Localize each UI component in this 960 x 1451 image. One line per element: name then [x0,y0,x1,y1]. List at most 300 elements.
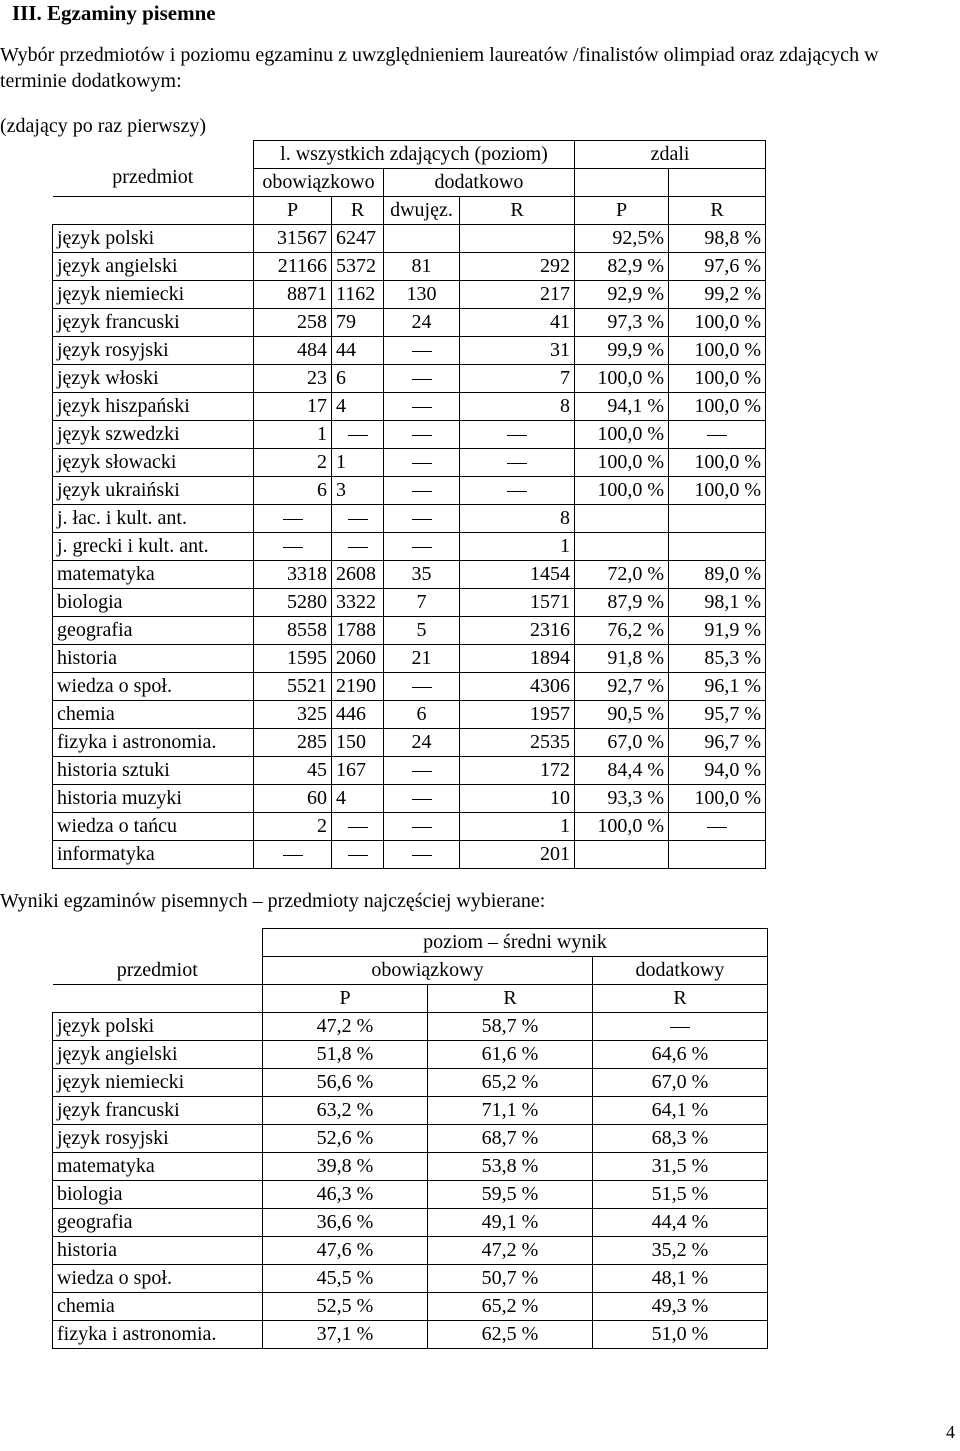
passed-r: 100,0 % [669,449,766,477]
passed-r: 100,0 % [669,393,766,421]
passed-p: 90,5 % [575,701,669,729]
table-row [53,645,766,673]
dash-mark [283,519,303,520]
header-r: R [428,985,593,1013]
dash-mark [412,379,432,380]
subject-name: historia [53,1237,263,1265]
count-dwujez [384,673,460,701]
count-p: 45 [254,757,332,785]
average-r: 47,2 % [428,1237,593,1265]
subject-name: j. grecki i kult. ant. [53,533,254,561]
passed-p: 92,9 % [575,281,669,309]
table-row [53,337,766,365]
count-r: 6 [332,365,384,393]
subject-name: historia sztuki [53,757,254,785]
count-dwujez: 81 [384,253,460,281]
count-additional-r: 2535 [460,729,575,757]
count-r: 167 [332,757,384,785]
header-przedmiot: przedmiot [53,929,263,985]
dash-mark [412,491,432,492]
dash-mark [412,435,432,436]
count-r: 1 [332,449,384,477]
header-all-candidates: l. wszystkich zdających (poziom) [254,141,575,169]
dash-mark [412,771,432,772]
table-row [53,309,766,337]
count-p: 484 [254,337,332,365]
count-p: 60 [254,785,332,813]
count-dwujez [384,533,460,561]
table-row [53,1265,768,1293]
passed-p: 100,0 % [575,449,669,477]
header-empty [669,169,766,197]
count-r: 6247 [332,225,384,253]
header-r-additional: R [593,985,768,1013]
table-row [53,225,766,253]
passed-p: 100,0 % [575,365,669,393]
passed-r: 98,8 % [669,225,766,253]
table-row [53,1181,768,1209]
dash-mark [348,547,368,548]
count-p: 2 [254,449,332,477]
count-r: 2060 [332,645,384,673]
dash-mark [507,491,527,492]
subject-name: język ukraiński [53,477,254,505]
count-r [332,841,384,869]
average-r: 59,5 % [428,1181,593,1209]
table-row [53,1125,768,1153]
table-row [53,701,766,729]
subject-name: język rosyjski [53,337,254,365]
header-empty [53,197,254,225]
passed-r: 97,6 % [669,253,766,281]
count-dwujez [384,337,460,365]
count-p: 258 [254,309,332,337]
count-additional-r: 7 [460,365,575,393]
average-r: 65,2 % [428,1293,593,1321]
header-r-additional: R [460,197,575,225]
count-r: 2608 [332,561,384,589]
count-dwujez [384,505,460,533]
table-row [53,561,766,589]
average-p: 47,6 % [263,1237,428,1265]
passed-r [669,505,766,533]
average-additional-r: 35,2 % [593,1237,768,1265]
table-row [53,281,766,309]
dash-mark [707,827,727,828]
subject-name: historia muzyki [53,785,254,813]
count-p: 3318 [254,561,332,589]
passed-p: 100,0 % [575,813,669,841]
passed-p [575,533,669,561]
passed-p: 82,9 % [575,253,669,281]
average-p: 51,8 % [263,1041,428,1069]
count-dwujez: 130 [384,281,460,309]
average-r: 71,1 % [428,1097,593,1125]
count-p: 23 [254,365,332,393]
table-row [53,449,766,477]
subject-name: chemia [53,1293,263,1321]
count-additional-r: 31 [460,337,575,365]
subject-name: fizyka i astronomia. [53,729,254,757]
count-dwujez: 24 [384,309,460,337]
count-p: 21166 [254,253,332,281]
table-row [53,421,766,449]
passed-p: 87,9 % [575,589,669,617]
average-additional-r [593,1013,768,1041]
table-row [53,533,766,561]
passed-p: 92,7 % [575,673,669,701]
table-row [53,589,766,617]
subject-name: język szwedzki [53,421,254,449]
header-p: P [254,197,332,225]
count-p: 5521 [254,673,332,701]
count-dwujez [384,225,460,253]
count-r [332,533,384,561]
passed-r: 85,3 % [669,645,766,673]
passed-r: 94,0 % [669,757,766,785]
count-p: 8558 [254,617,332,645]
count-dwujez [384,393,460,421]
count-dwujez [384,365,460,393]
count-additional-r: 292 [460,253,575,281]
table-row [53,477,766,505]
table-row [53,1013,768,1041]
passed-r: 96,7 % [669,729,766,757]
count-dwujez [384,449,460,477]
count-p: 6 [254,477,332,505]
table-row [53,785,766,813]
passed-p [575,505,669,533]
passed-r: 100,0 % [669,785,766,813]
count-dwujez [384,785,460,813]
count-r: 3322 [332,589,384,617]
dash-mark [348,827,368,828]
passed-r: 91,9 % [669,617,766,645]
average-additional-r: 67,0 % [593,1069,768,1097]
header-empty [53,985,263,1013]
count-r: 1162 [332,281,384,309]
count-p [254,505,332,533]
count-dwujez: 21 [384,645,460,673]
average-p: 56,6 % [263,1069,428,1097]
header-empty [575,169,669,197]
table-row [53,253,766,281]
dash-mark [412,799,432,800]
passed-r: 96,1 % [669,673,766,701]
table-row [53,505,766,533]
header-obowiazkowy: obowiązkowy [263,957,593,985]
passed-r: 89,0 % [669,561,766,589]
table-row [53,365,766,393]
header-zdali-r: R [669,197,766,225]
passed-p: 97,3 % [575,309,669,337]
count-dwujez: 24 [384,729,460,757]
subject-name: wiedza o tańcu [53,813,254,841]
dash-mark [412,407,432,408]
results-caption: Wyniki egzaminów pisemnych – przedmioty najczęściej wybierane: [0,890,546,912]
average-r: 65,2 % [428,1069,593,1097]
passed-r: 98,1 % [669,589,766,617]
table-row [53,1237,768,1265]
average-additional-r: 51,5 % [593,1181,768,1209]
subject-name: chemia [53,701,254,729]
count-dwujez: 7 [384,589,460,617]
count-additional-r [460,449,575,477]
dash-mark [283,547,303,548]
passed-r [669,841,766,869]
table-row [53,1321,768,1349]
count-additional-r [460,477,575,505]
count-p: 31567 [254,225,332,253]
average-p: 39,8 % [263,1153,428,1181]
table-row [53,617,766,645]
average-additional-r: 51,0 % [593,1321,768,1349]
passed-p: 91,8 % [575,645,669,673]
passed-r [669,813,766,841]
average-p: 63,2 % [263,1097,428,1125]
average-r: 58,7 % [428,1013,593,1041]
dash-mark [412,351,432,352]
average-p: 52,5 % [263,1293,428,1321]
passed-r: 100,0 % [669,365,766,393]
count-additional-r: 201 [460,841,575,869]
count-r: 1788 [332,617,384,645]
table-row [53,729,766,757]
dash-mark [507,463,527,464]
count-dwujez [384,813,460,841]
count-additional-r: 8 [460,393,575,421]
table-row [53,1041,768,1069]
count-dwujez [384,841,460,869]
header-r: R [332,197,384,225]
count-additional-r: 1957 [460,701,575,729]
passed-r: 95,7 % [669,701,766,729]
table-row [53,1209,768,1237]
subject-name: język francuski [53,309,254,337]
subject-name: matematyka [53,561,254,589]
count-r: 3 [332,477,384,505]
table-row [53,757,766,785]
header-zdali: zdali [575,141,766,169]
average-additional-r: 64,1 % [593,1097,768,1125]
count-p: 17 [254,393,332,421]
count-additional-r: 1571 [460,589,575,617]
dash-mark [348,855,368,856]
average-p: 36,6 % [263,1209,428,1237]
average-additional-r: 31,5 % [593,1153,768,1181]
dash-mark [412,547,432,548]
subject-name: język angielski [53,253,254,281]
subject-name: j. łac. i kult. ant. [53,505,254,533]
count-r [332,813,384,841]
header-zdali-p: P [575,197,669,225]
subject-name: historia [53,645,254,673]
subject-name: język hiszpański [53,393,254,421]
subject-name: wiedza o społ. [53,673,254,701]
dash-mark [283,855,303,856]
dash-mark [412,855,432,856]
passed-p: 84,4 % [575,757,669,785]
count-dwujez: 6 [384,701,460,729]
dash-mark [507,435,527,436]
page-number: 4 [946,1422,955,1442]
subject-name: geografia [53,617,254,645]
dash-mark [412,519,432,520]
count-additional-r: 41 [460,309,575,337]
table-row [53,1153,768,1181]
count-p: 5280 [254,589,332,617]
count-r: 446 [332,701,384,729]
count-p: 1595 [254,645,332,673]
count-additional-r: 172 [460,757,575,785]
subject-name: fizyka i astronomia. [53,1321,263,1349]
passed-p: 99,9 % [575,337,669,365]
subject-name: język niemiecki [53,281,254,309]
average-p: 45,5 % [263,1265,428,1293]
passed-p: 100,0 % [575,477,669,505]
average-p: 37,1 % [263,1321,428,1349]
count-additional-r [460,225,575,253]
average-additional-r: 68,3 % [593,1125,768,1153]
subject-name: biologia [53,1181,263,1209]
count-additional-r: 2316 [460,617,575,645]
average-r: 53,8 % [428,1153,593,1181]
count-r: 79 [332,309,384,337]
dash-mark [670,1027,690,1028]
average-p: 46,3 % [263,1181,428,1209]
table-row [53,813,766,841]
count-p: 285 [254,729,332,757]
passed-p: 93,3 % [575,785,669,813]
count-r: 150 [332,729,384,757]
average-p: 52,6 % [263,1125,428,1153]
passed-p [575,841,669,869]
table-row [53,841,766,869]
average-additional-r: 64,6 % [593,1041,768,1069]
subject-name: język rosyjski [53,1125,263,1153]
header-dodatkowy: dodatkowy [593,957,768,985]
count-r [332,421,384,449]
passed-r: 100,0 % [669,309,766,337]
subject-name: informatyka [53,841,254,869]
count-r: 44 [332,337,384,365]
subject-name: biologia [53,589,254,617]
count-r: 2190 [332,673,384,701]
count-p: 2 [254,813,332,841]
passed-r: 100,0 % [669,337,766,365]
average-additional-r: 48,1 % [593,1265,768,1293]
table-row [53,1293,768,1321]
passed-r: 100,0 % [669,477,766,505]
subject-name: język francuski [53,1097,263,1125]
header-obowiazkowo: obowiązkowo [254,169,384,197]
count-p: 8871 [254,281,332,309]
passed-r [669,421,766,449]
subject-name: język włoski [53,365,254,393]
average-additional-r: 49,3 % [593,1293,768,1321]
passed-p: 72,0 % [575,561,669,589]
passed-r [669,533,766,561]
count-dwujez [384,757,460,785]
header-dodatkowo: dodatkowo [384,169,575,197]
count-r: 4 [332,785,384,813]
count-additional-r: 1 [460,533,575,561]
count-additional-r: 1894 [460,645,575,673]
dash-mark [348,519,368,520]
count-r [332,505,384,533]
subject-name: język niemiecki [53,1069,263,1097]
subject-name: geografia [53,1209,263,1237]
table-row [53,393,766,421]
section-heading: III. Egzaminy pisemne [12,1,216,25]
count-dwujez [384,477,460,505]
subject-name: wiedza o społ. [53,1265,263,1293]
count-dwujez: 5 [384,617,460,645]
subject-name: matematyka [53,1153,263,1181]
count-p: 1 [254,421,332,449]
dash-mark [707,435,727,436]
subject-name: język słowacki [53,449,254,477]
passed-p: 76,2 % [575,617,669,645]
subject-name: język polski [53,225,254,253]
count-dwujez [384,421,460,449]
dash-mark [412,827,432,828]
first-time-note: (zdający po raz pierwszy) [0,115,206,137]
count-additional-r: 10 [460,785,575,813]
average-r: 68,7 % [428,1125,593,1153]
count-additional-r: 4306 [460,673,575,701]
subject-name: język polski [53,1013,263,1041]
average-results-table [52,928,768,1349]
count-additional-r: 1 [460,813,575,841]
passed-r: 99,2 % [669,281,766,309]
header-p: P [263,985,428,1013]
average-r: 61,6 % [428,1041,593,1069]
average-r: 49,1 % [428,1209,593,1237]
count-dwujez: 35 [384,561,460,589]
count-p [254,533,332,561]
average-additional-r: 44,4 % [593,1209,768,1237]
count-r: 4 [332,393,384,421]
subject-name: język angielski [53,1041,263,1069]
table-row [53,1097,768,1125]
passed-p: 94,1 % [575,393,669,421]
count-additional-r: 1454 [460,561,575,589]
dash-mark [348,435,368,436]
intro-paragraph: Wybór przedmiotów i poziomu egzaminu z uwzględnieniem laureatów /finalistów olimpiad oraz zdających w terminie dodatkowym: [0,44,879,92]
header-dwujez: dwujęz. [384,197,460,225]
average-r: 62,5 % [428,1321,593,1349]
count-additional-r [460,421,575,449]
count-additional-r: 217 [460,281,575,309]
passed-p: 92,5% [575,225,669,253]
subject-choice-table [52,140,766,869]
count-r: 5372 [332,253,384,281]
average-r: 50,7 % [428,1265,593,1293]
table-row [53,1069,768,1097]
header-level-average: poziom – średni wynik [263,929,768,957]
count-p: 325 [254,701,332,729]
dash-mark [412,687,432,688]
count-p [254,841,332,869]
dash-mark [412,463,432,464]
average-p: 47,2 % [263,1013,428,1041]
passed-p: 67,0 % [575,729,669,757]
table-row [53,673,766,701]
passed-p: 100,0 % [575,421,669,449]
count-additional-r: 8 [460,505,575,533]
header-przedmiot: przedmiot [53,141,254,197]
